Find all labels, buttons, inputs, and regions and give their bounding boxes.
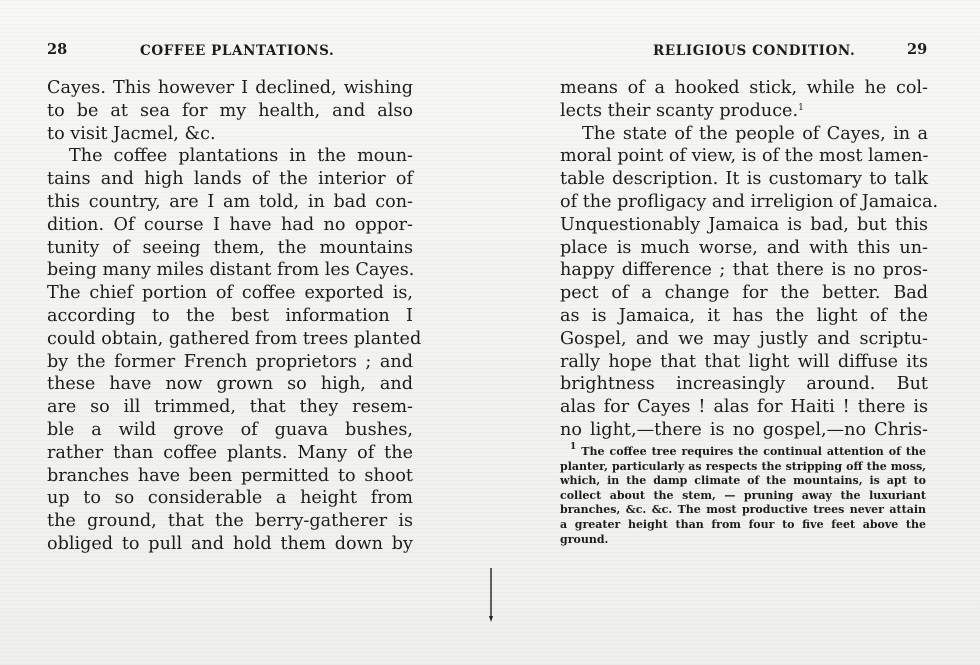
footnote-line: a greater height than from four to five feet above the — [560, 517, 926, 531]
text-line: branches have been permitted to shoot — [47, 465, 413, 486]
text-line: are so ill trimmed, that they resem- — [47, 397, 413, 418]
footnote-ref-mark: 1 — [798, 102, 804, 113]
text-line: by the former French proprietors ; and — [47, 351, 413, 372]
right-page — [490, 0, 980, 665]
text-line-with-footnote-ref — [560, 100, 928, 123]
footnote — [560, 442, 926, 547]
text-line: these have now grown so high, and — [47, 374, 413, 395]
text-line: up to so considerable a height from — [47, 488, 413, 509]
text-line: obliged to pull and hold them down by — [47, 533, 413, 554]
text-line: tunity of seeing them, the mountains — [47, 237, 413, 258]
text-line: to visit Jacmel, &c. — [47, 123, 216, 144]
text-line: rally hope that that light will diffuse its — [560, 351, 928, 372]
footnote-mark: 1 — [570, 442, 577, 452]
text-line: pect of a change for the better. Bad — [560, 283, 928, 304]
left-page-number: 28 — [47, 41, 68, 58]
text-line: moral point of view, is of the most lamen- — [560, 146, 929, 167]
text-line: could obtain, gathered from trees planted — [47, 328, 422, 349]
right-page-number: 29 — [907, 41, 928, 58]
text-line: of the profligacy and irreligion of Jamaica. — [560, 191, 939, 212]
text-line: according to the best information I — [47, 305, 413, 326]
footnote-line: which, in the damp climate of the mountains, is apt to — [560, 474, 926, 488]
footnote-line: collect about the stem, — pruning away the luxuriant — [560, 488, 926, 502]
right-page-body — [560, 77, 939, 442]
footnote-line: branches, &c. &c. The most productive trees never attain — [560, 503, 926, 517]
text-line: table description. It is customary to talk — [560, 169, 928, 190]
text-line: no light,—there is no gospel,—no Chris- — [560, 419, 928, 440]
text-line: being many miles distant from les Cayes. — [47, 260, 415, 281]
footnote-line: ground. — [560, 532, 609, 546]
text-line: ble a wild grove of guava bushes, — [47, 419, 413, 440]
text-line: The state of the people of Cayes, in a — [582, 123, 928, 144]
footnote-line: planter, particularly as respects the stripping off the moss, — [560, 459, 926, 473]
left-page-body — [47, 77, 422, 556]
footnote-line — [560, 442, 926, 460]
text-line: to be at sea for my health, and also — [47, 100, 413, 121]
text-line: Cayes. This however I declined, wishing — [47, 78, 413, 98]
text-line: dition. Of course I have had no oppor- — [47, 214, 413, 235]
text-line: happy difference ; that there is no pros- — [560, 260, 928, 281]
text-line: alas for Cayes ! alas for Haiti ! there is — [560, 397, 928, 418]
gutter-binding-mark — [489, 568, 493, 626]
left-running-head: COFFEE PLANTATIONS. — [140, 43, 335, 59]
right-running-head: RELIGIOUS CONDITION. — [653, 43, 856, 59]
text-line: brightness increasingly around. But — [560, 374, 928, 395]
text-line: Gospel, and we may justly and scriptu- — [560, 328, 928, 349]
text-line: the ground, that the berry-gatherer is — [47, 511, 413, 532]
text-line: tains and high lands of the interior of — [47, 169, 413, 190]
text-fragment: lects their scanty produce. — [560, 100, 799, 121]
text-fragment: The coffee tree requires the continual attention of the — [581, 445, 926, 458]
text-line: The chief portion of coffee exported is, — [47, 283, 413, 304]
text-line: rather than coffee plants. Many of the — [47, 442, 413, 463]
text-line: as is Jamaica, it has the light of the — [560, 305, 928, 326]
text-line: The coffee plantations in the moun- — [69, 146, 413, 167]
text-line: place is much worse, and with this un- — [560, 237, 928, 258]
text-line: Unquestionably Jamaica is bad, but this — [560, 214, 928, 235]
text-line: this country, are I am told, in bad con- — [47, 191, 413, 212]
text-line: means of a hooked stick, while he col- — [560, 78, 928, 98]
